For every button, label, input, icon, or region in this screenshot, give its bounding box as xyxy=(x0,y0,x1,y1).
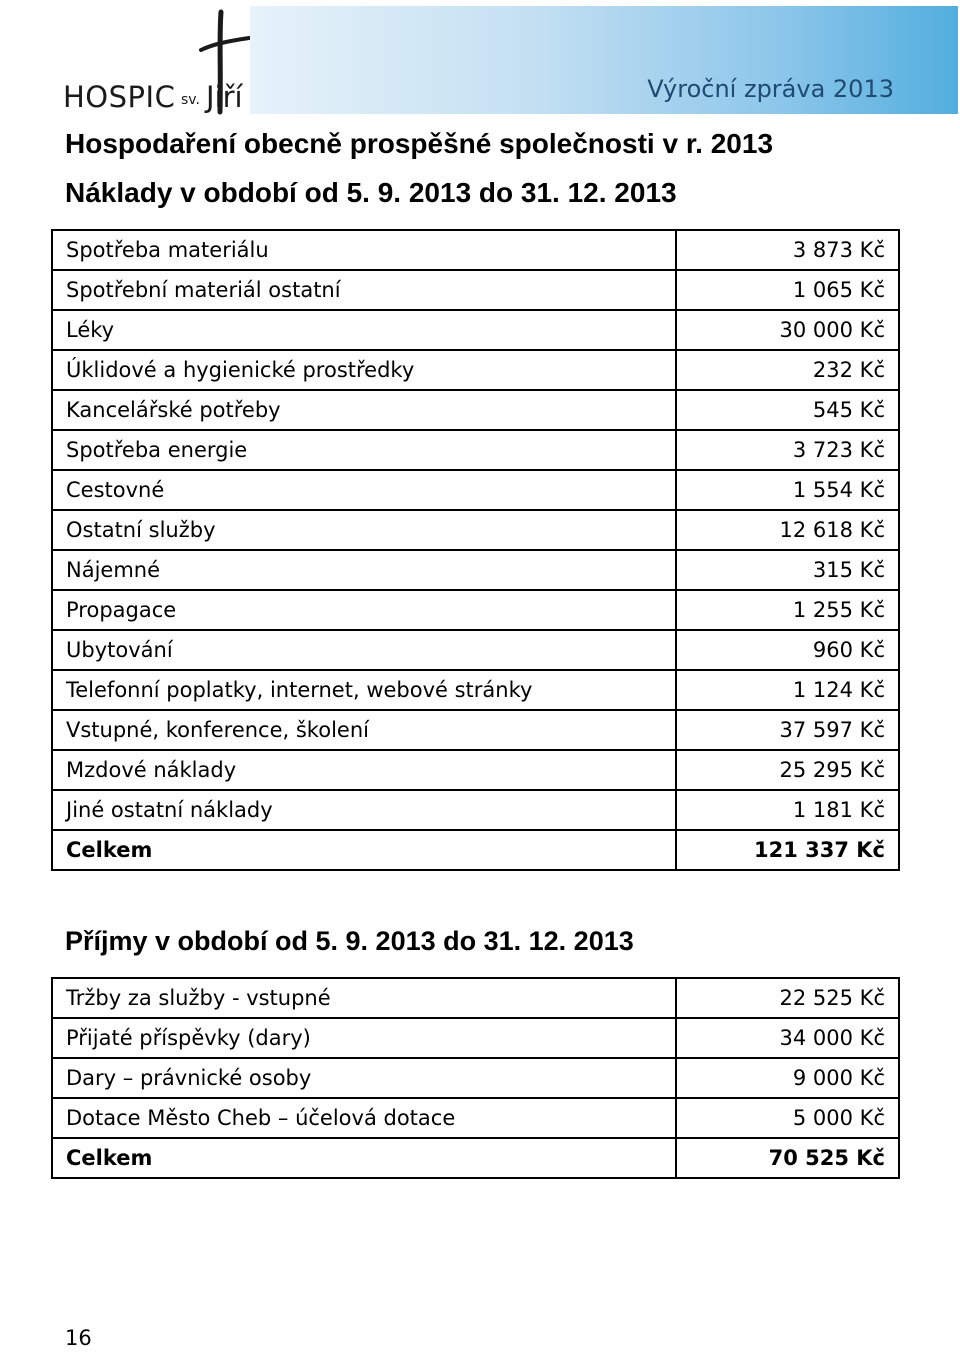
row-label: Propagace xyxy=(52,590,676,630)
row-label: Tržby za služby - vstupné xyxy=(52,978,676,1018)
row-amount: 315 Kč xyxy=(676,550,899,590)
table-row xyxy=(52,978,899,1018)
row-label: Ostatní služby xyxy=(52,510,676,550)
table-row xyxy=(52,390,899,430)
row-amount: 545 Kč xyxy=(676,390,899,430)
table-row xyxy=(52,790,899,830)
table-row xyxy=(52,1098,899,1138)
row-label: Ubytování xyxy=(52,630,676,670)
report-title: Výroční zpráva 2013 xyxy=(647,75,894,103)
row-label: Přijaté příspěvky (dary) xyxy=(52,1018,676,1058)
row-amount: 5 000 Kč xyxy=(676,1098,899,1138)
page-number: 16 xyxy=(65,1326,92,1350)
row-label: Telefonní poplatky, internet, webové stránky xyxy=(52,670,676,710)
row-amount: 34 000 Kč xyxy=(676,1018,899,1058)
page-title: Hospodaření obecně prospěšné společnosti v r. 2013 xyxy=(65,128,774,159)
costs-table xyxy=(51,229,900,871)
table-row xyxy=(52,230,899,270)
logo-hospic-text: HOSPIC xyxy=(63,80,176,114)
row-amount: 232 Kč xyxy=(676,350,899,390)
row-label: Spotřební materiál ostatní xyxy=(52,270,676,310)
row-amount: 12 618 Kč xyxy=(676,510,899,550)
table-row xyxy=(52,1058,899,1098)
row-label: Celkem xyxy=(52,830,676,870)
table-row xyxy=(52,710,899,750)
row-label: Mzdové náklady xyxy=(52,750,676,790)
logo-jiri-text: Jiří xyxy=(206,80,243,114)
row-amount: 121 337 Kč xyxy=(676,830,899,870)
income-heading: Příjmy v období od 5. 9. 2013 do 31. 12. 2013 xyxy=(65,926,634,956)
row-label: Dotace Město Cheb – účelová dotace xyxy=(52,1098,676,1138)
page-header xyxy=(0,0,960,118)
row-label: Spotřeba materiálu xyxy=(52,230,676,270)
row-amount: 30 000 Kč xyxy=(676,310,899,350)
row-amount: 9 000 Kč xyxy=(676,1058,899,1098)
row-amount: 3 723 Kč xyxy=(676,430,899,470)
row-amount: 70 525 Kč xyxy=(676,1138,899,1178)
row-label: Jiné ostatní náklady xyxy=(52,790,676,830)
table-row xyxy=(52,750,899,790)
total-row xyxy=(52,830,899,870)
table-row xyxy=(52,1018,899,1058)
row-amount: 1 554 Kč xyxy=(676,470,899,510)
row-label: Vstupné, konference, školení xyxy=(52,710,676,750)
row-amount: 22 525 Kč xyxy=(676,978,899,1018)
table-row xyxy=(52,470,899,510)
header-banner xyxy=(250,6,958,114)
row-label: Léky xyxy=(52,310,676,350)
table-row xyxy=(52,310,899,350)
row-amount: 1 255 Kč xyxy=(676,590,899,630)
row-label: Kancelářské potřeby xyxy=(52,390,676,430)
row-label: Cestovné xyxy=(52,470,676,510)
table-row xyxy=(52,350,899,390)
row-amount: 3 873 Kč xyxy=(676,230,899,270)
table-row xyxy=(52,550,899,590)
row-amount: 37 597 Kč xyxy=(676,710,899,750)
table-row xyxy=(52,510,899,550)
row-amount: 960 Kč xyxy=(676,630,899,670)
table-row xyxy=(52,630,899,670)
income-table xyxy=(51,977,900,1179)
table-row xyxy=(52,670,899,710)
row-label: Spotřeba energie xyxy=(52,430,676,470)
table-row xyxy=(52,590,899,630)
costs-heading: Náklady v období od 5. 9. 2013 do 31. 12. 2013 xyxy=(65,177,677,208)
row-label: Nájemné xyxy=(52,550,676,590)
row-amount: 1 124 Kč xyxy=(676,670,899,710)
total-row xyxy=(52,1138,899,1178)
table-row xyxy=(52,270,899,310)
row-amount: 1 181 Kč xyxy=(676,790,899,830)
row-label: Celkem xyxy=(52,1138,676,1178)
row-amount: 25 295 Kč xyxy=(676,750,899,790)
row-label: Dary – právnické osoby xyxy=(52,1058,676,1098)
row-amount: 1 065 Kč xyxy=(676,270,899,310)
row-label: Úklidové a hygienické prostředky xyxy=(52,350,676,390)
logo-sv-text: sv. xyxy=(181,92,200,108)
table-row xyxy=(52,430,899,470)
